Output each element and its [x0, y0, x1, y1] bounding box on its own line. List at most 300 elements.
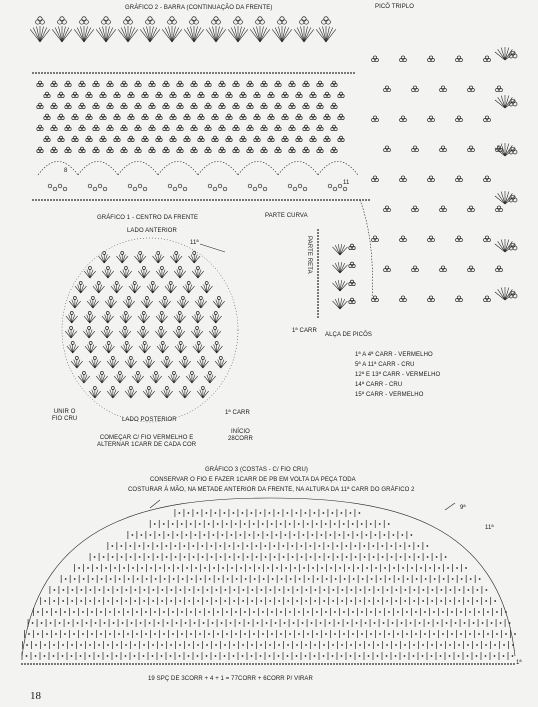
chain-row-dot [113, 72, 115, 74]
grid-chain [72, 589, 74, 591]
crown-picot [190, 20, 194, 24]
crown-picot [256, 20, 260, 24]
curve-trefoil [485, 176, 488, 179]
oval-shell [73, 345, 76, 353]
foundation-chain [105, 663, 107, 665]
field-trefoil [257, 94, 260, 97]
foundation-chain [273, 663, 275, 665]
curve-trefoil [429, 56, 432, 59]
grid-chain [441, 589, 443, 591]
grid-chain [440, 655, 442, 657]
grid-chain [80, 600, 82, 602]
grid-chain [413, 600, 415, 602]
grid-chain [284, 534, 286, 536]
grid-chain [251, 512, 253, 514]
chain-row-dot [158, 72, 160, 74]
field-trefoil [152, 105, 155, 108]
curve-trefoil [484, 238, 487, 241]
grid-chain [467, 655, 469, 657]
oval-shell [117, 375, 120, 383]
oval-shell [140, 330, 143, 338]
field-trefoil [124, 127, 127, 130]
field-trefoil [289, 83, 292, 86]
grid-chain [233, 655, 235, 657]
field-trefoil [320, 127, 323, 130]
field-trefoil [290, 103, 293, 106]
foundation-chain [183, 663, 185, 665]
oval-shell [104, 256, 110, 263]
crown-picot [216, 20, 220, 24]
field-trefoil [156, 138, 159, 141]
legend-row-4: 14ª CARR - CRU [355, 382, 403, 388]
grid-chain [216, 589, 218, 591]
grid-chain [188, 512, 190, 514]
field-trefoil [212, 94, 215, 97]
field-trefoil [268, 138, 271, 141]
field-trefoil [331, 149, 334, 152]
grid-chain [82, 633, 84, 635]
field-trefoil [304, 103, 307, 106]
field-trefoil [296, 94, 299, 97]
straight-chain [317, 283, 319, 285]
field-trefoil [114, 138, 117, 141]
grid-chain [378, 589, 380, 591]
oval-shell [113, 391, 119, 398]
field-trefoil [108, 147, 111, 150]
grid-chain [235, 611, 237, 613]
field-trefoil [341, 138, 344, 141]
grid-chain [116, 600, 118, 602]
chart3-note-1: CONSERVAR O FIO E FAZER 1CARR DE PB EM VOLTA DA PEÇA TODA [150, 477, 356, 483]
field-trefoil [143, 92, 146, 95]
foundation-chain [489, 663, 491, 665]
field-trefoil [178, 81, 181, 84]
grid-chain [226, 633, 228, 635]
oval-shell [176, 255, 179, 263]
field-trefoil [264, 149, 267, 152]
base-chain-dot [149, 199, 151, 201]
foundation-chain [465, 663, 467, 665]
back-side-label: LADO POSTERIOR [122, 417, 177, 423]
grid-chain [369, 589, 371, 591]
grid-chain [224, 512, 226, 514]
grid-chain [348, 567, 350, 569]
grid-chain [341, 644, 343, 646]
edge-picot [513, 150, 517, 154]
grid-chain [318, 545, 320, 547]
scallop-picot [208, 184, 212, 188]
field-trefoil [150, 103, 153, 106]
grid-chain [121, 556, 123, 558]
field-trefoil [276, 81, 279, 84]
chain-row-dot [74, 72, 76, 74]
oval-shell [103, 346, 109, 353]
straight-chain [317, 265, 319, 267]
oval-shell [161, 391, 167, 398]
oval-shell [195, 270, 198, 278]
foundation-chain [504, 663, 506, 665]
oval-shell [161, 330, 164, 338]
field-trefoil [72, 116, 75, 119]
curve-trefoil [459, 298, 462, 301]
oval-shell [216, 315, 219, 323]
oval-shell [168, 285, 171, 293]
grid-chain [276, 567, 278, 569]
grid-chain [292, 556, 294, 558]
chain-row-dot [218, 72, 220, 74]
oval-shell [192, 375, 195, 383]
grid-chain [356, 622, 358, 624]
field-trefoil [110, 105, 113, 108]
field-trefoil [331, 83, 334, 86]
oval-shell [195, 315, 198, 323]
field-trefoil [40, 149, 43, 152]
field-trefoil [177, 83, 180, 86]
base-chain-dot [224, 199, 226, 201]
curve-trefoil [387, 268, 390, 271]
grid-chain [308, 578, 310, 580]
curve-trefoil [428, 298, 431, 301]
grid-chain [440, 644, 442, 646]
field-trefoil [289, 149, 292, 152]
foundation-chain [69, 663, 71, 665]
base-chain-dot [137, 199, 139, 201]
base-chain-dot [329, 199, 331, 201]
foundation-chain [135, 663, 137, 665]
grid-chain [80, 644, 82, 646]
grid-chain [118, 611, 120, 613]
field-trefoil [122, 81, 125, 84]
grid-chain [316, 611, 318, 613]
field-trefoil [191, 127, 194, 130]
oval-shell [171, 286, 177, 293]
chain-row-dot [53, 72, 55, 74]
oval-shell [90, 315, 93, 323]
foundation-chain [195, 663, 197, 665]
curve-trefoil [413, 146, 416, 149]
chain-row-dot [98, 72, 100, 74]
chart3-note-2: COSTURAR À MÃO, NA METADE ANTERIOR DA FRENTE, NA ALTURA DA 11ª CARR DO GRÁFICO 2 [128, 487, 415, 493]
grid-chain [404, 644, 406, 646]
straight-picot [349, 300, 352, 303]
grid-chain [217, 523, 219, 525]
foundation-chain [453, 663, 455, 665]
base-chain-dot [215, 199, 217, 201]
grid-chain [317, 578, 319, 580]
grid-chain [73, 633, 75, 635]
field-trefoil [283, 92, 286, 95]
foundation-chain [381, 663, 383, 665]
grid-chain [46, 611, 48, 613]
oval-shell [69, 315, 72, 323]
oval-shell [194, 330, 197, 338]
field-trefoil [59, 136, 62, 139]
grid-chain [410, 534, 412, 536]
grid-chain [257, 622, 259, 624]
grid-chain [431, 644, 433, 646]
grid-chain [218, 578, 220, 580]
foundation-chain [141, 663, 143, 665]
oval-shell [149, 360, 152, 368]
chain-row-dot [317, 72, 319, 74]
oval-shell [96, 285, 99, 293]
grid-chain [293, 534, 295, 536]
grid-chain [347, 622, 349, 624]
grid-chain [200, 578, 202, 580]
foundation-chain [411, 663, 413, 665]
oval-shell [217, 345, 220, 353]
foundation-chain [396, 663, 398, 665]
oval-shell [86, 330, 89, 338]
curve-trefoil [469, 266, 472, 269]
crown-picot [58, 20, 62, 24]
grid-chain [428, 622, 430, 624]
field-trefoil [47, 116, 50, 119]
grid-chain [364, 556, 366, 558]
straight-chain [317, 235, 319, 237]
grid-chain [445, 556, 447, 558]
grid-chain [377, 600, 379, 602]
curve-trefoil [413, 266, 416, 269]
field-trefoil [86, 138, 89, 141]
oval-shell [147, 301, 153, 308]
oval-shell [177, 270, 180, 278]
oval-shell [144, 315, 147, 323]
field-trefoil [250, 83, 253, 86]
chain-row-dot [353, 72, 355, 74]
curve-trefoil [459, 118, 462, 121]
base-chain-dot [350, 199, 352, 201]
field-trefoil [264, 127, 267, 130]
crown-picot [128, 20, 132, 24]
field-trefoil [339, 136, 342, 139]
field-trefoil [145, 138, 148, 141]
grid-chain [125, 655, 127, 657]
grid-chain [89, 655, 91, 657]
grid-chain [350, 512, 352, 514]
oval-shell [143, 330, 146, 338]
field-trefoil [180, 127, 183, 130]
foundation-chain [294, 663, 296, 665]
chain-row-dot [173, 72, 175, 74]
grid-chain [314, 644, 316, 646]
foundation-chain [93, 663, 95, 665]
base-chain-dot [113, 199, 115, 201]
oval-shell [129, 300, 132, 308]
field-trefoil [45, 136, 48, 139]
base-chain-dot [98, 199, 100, 201]
crown-picot [148, 17, 152, 21]
grid-chain [100, 611, 102, 613]
straight-chain [317, 244, 319, 246]
grid-chain [442, 633, 444, 635]
oval-shell [125, 330, 128, 338]
grid-chain [408, 545, 410, 547]
base-chain-dot [74, 199, 76, 201]
base-chain-dot [239, 199, 241, 201]
oval-shell [177, 315, 180, 323]
grid-chain [288, 589, 290, 591]
grid-chain [413, 644, 415, 646]
scallop-picot [338, 184, 342, 188]
chain-row-dot [296, 72, 298, 74]
straight-chain [317, 253, 319, 255]
grid-chain [433, 633, 435, 635]
grid-chain [173, 578, 175, 580]
oval-shell [143, 391, 149, 398]
field-trefoil [292, 105, 295, 108]
grid-chain [215, 512, 217, 514]
grid-chain [99, 589, 101, 591]
field-trefoil [226, 138, 229, 141]
grid-chain [305, 655, 307, 657]
oval-shell [137, 255, 140, 263]
chain-row-dot [230, 72, 232, 74]
grid-chain [194, 622, 196, 624]
base-chain-dot [71, 199, 73, 201]
field-trefoil [198, 138, 201, 141]
field-trefoil [66, 81, 69, 84]
oval-shell [99, 285, 102, 293]
base-chain-dot [269, 199, 271, 201]
chain-row-dot [134, 72, 136, 74]
legend-row-2: 5ª A 11ª CARR - CRU [355, 362, 415, 368]
field-trefoil [152, 83, 155, 86]
grid-chain [253, 523, 255, 525]
oval-shell [122, 255, 125, 263]
grid-chain [197, 655, 199, 657]
grid-chain [113, 622, 115, 624]
grid-chain [208, 611, 210, 613]
oval-shell [87, 301, 93, 308]
straight-chain [317, 259, 319, 261]
oval-shell [90, 271, 96, 278]
oval-shell [159, 270, 162, 278]
grid-chain [239, 622, 241, 624]
oval-shell [197, 331, 203, 338]
foundation-chain [357, 663, 359, 665]
foundation-chain [210, 663, 212, 665]
field-trefoil [208, 149, 211, 152]
grid-chain [32, 622, 34, 624]
grid-chain [302, 534, 304, 536]
oval-shell [178, 345, 181, 353]
grid-chain [301, 556, 303, 558]
chain-row-dot [59, 72, 61, 74]
grid-chain [55, 611, 57, 613]
grid-chain [272, 578, 274, 580]
chain-row-dot [137, 72, 139, 74]
grid-chain [37, 611, 39, 613]
curve-trefoil [457, 176, 460, 179]
foundation-chain [144, 663, 146, 665]
field-trefoil [278, 149, 281, 152]
oval-shell [102, 271, 108, 278]
oval-shell [144, 316, 150, 323]
field-trefoil [47, 138, 50, 141]
foundation-chain [252, 663, 254, 665]
grid-chain [512, 655, 514, 657]
field-trefoil [145, 116, 148, 119]
grid-chain [168, 567, 170, 569]
oval-shell [120, 375, 123, 383]
field-trefoil [180, 105, 183, 108]
field-trefoil [187, 138, 190, 141]
oval-shell [183, 301, 189, 308]
foundation-chain [165, 663, 167, 665]
chain-row-dot [152, 72, 154, 74]
foundation-chain [261, 663, 263, 665]
scallop-picot [63, 187, 67, 191]
oval-shell [128, 360, 131, 368]
field-trefoil [136, 81, 139, 84]
grid-chain [110, 578, 112, 580]
straight-chain [317, 289, 319, 291]
scallop-picot [173, 187, 177, 191]
grid-chain [289, 523, 291, 525]
grid-chain [257, 534, 259, 536]
base-chain-dot [197, 199, 199, 201]
field-trefoil [208, 105, 211, 108]
grid-chain [234, 589, 236, 591]
field-trefoil [254, 116, 257, 119]
grid-chain [299, 578, 301, 580]
grid-chain [195, 567, 197, 569]
straight-chain [317, 286, 319, 288]
grid-chain [219, 545, 221, 547]
grid-chain [170, 600, 172, 602]
field-trefoil [110, 149, 113, 152]
foundation-chain [156, 663, 158, 665]
field-trefoil [129, 136, 132, 139]
grid-chain [116, 644, 118, 646]
base-chain-dot [236, 199, 238, 201]
curve-trefoil [484, 118, 487, 121]
grid-chain [143, 655, 145, 657]
field-trefoil [220, 147, 223, 150]
oval-shell [90, 270, 93, 278]
foundation-chain [96, 663, 98, 665]
oval-shell [81, 375, 84, 383]
field-trefoil [44, 138, 47, 141]
foundation-chain [429, 663, 431, 665]
chain-row-dot [206, 72, 208, 74]
chain-row-dot [236, 72, 238, 74]
grid-chain [143, 600, 145, 602]
field-trefoil [282, 116, 285, 119]
oval-shell [111, 286, 117, 293]
curve-trefoil [487, 298, 490, 301]
oval-shell [155, 331, 161, 338]
grid-chain [505, 633, 507, 635]
base-chain-dot [92, 199, 94, 201]
grid-chain [147, 545, 149, 547]
oval-shell [177, 301, 183, 308]
grid-chain [294, 567, 296, 569]
crown-picot [172, 20, 176, 24]
curve-trefoil [403, 58, 406, 61]
scallop-picot [328, 184, 332, 188]
chain-row-dot [155, 72, 157, 74]
field-trefoil [317, 127, 320, 130]
chain-row-dot [350, 72, 352, 74]
base-chain-dot [122, 199, 124, 201]
field-trefoil [101, 136, 104, 139]
oval-shell [180, 270, 183, 278]
grid-chain [284, 622, 286, 624]
chart1-instruction: COMEÇAR C/ FIO VERMELHO E ALTERNAR 1CARR DE CADA COR [97, 435, 197, 448]
field-trefoil [261, 127, 264, 130]
